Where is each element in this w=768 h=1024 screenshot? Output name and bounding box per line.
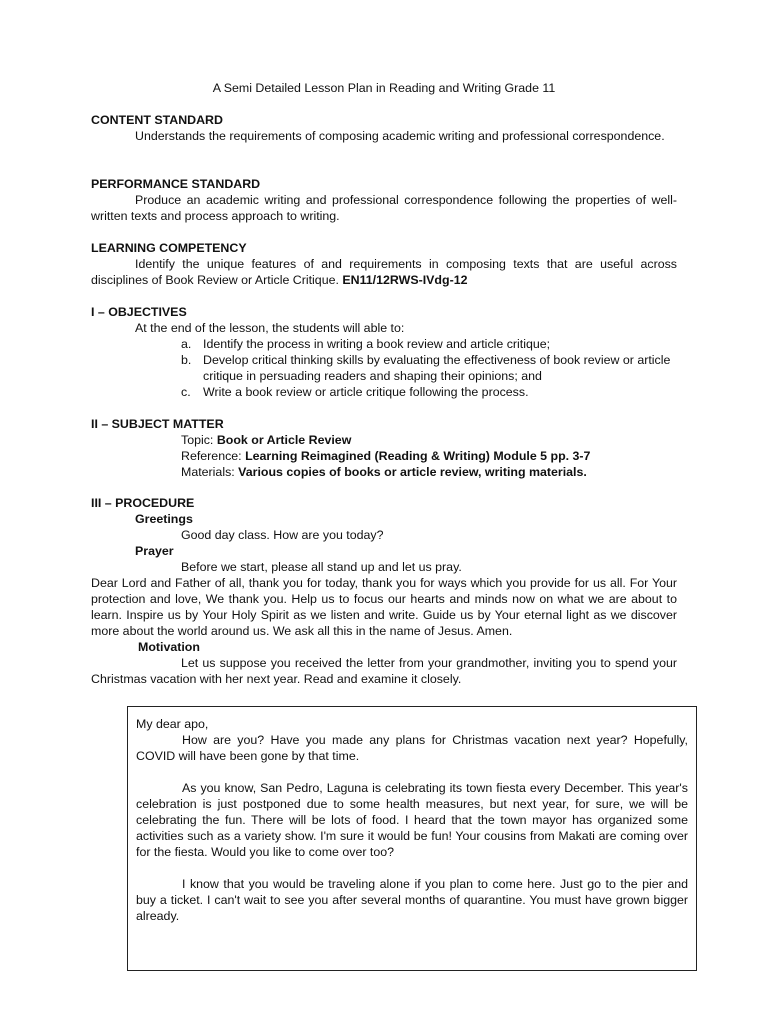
greetings-heading: Greetings (135, 512, 193, 526)
objective-item (91, 384, 677, 400)
letter-paragraph: How are you? Have you made any plans for Christmas vacation next year? Hopefully, COVID will have been gone by that time. (136, 733, 688, 763)
grandmother-letter-box (127, 706, 697, 971)
learning-competency-body: Identify the unique features of and requirements in composing texts that are useful across disciplines of Book Review or Article Critique. (91, 257, 677, 287)
performance-standard-text: Produce an academic writing and professional correspondence following the properties of well-written texts and process approach to writing. (91, 193, 677, 223)
objective-marker: b. (181, 353, 192, 367)
letter-paragraph: As you know, San Pedro, Laguna is celebrating its town fiesta every December. This year's celebration is just postponed due to some health measures, but next year, for sure, we will be celebrating the fun. There will be lots of food. I heard that the town mayor has organized some activities such as a variety show. I'm sure it would be fun! Your cousins from Makati are coming over for the fiesta. Would you like to come over too? (136, 781, 688, 859)
reference-value: Learning Reimagined (Reading & Writing) Module 5 pp. 3-7 (245, 449, 591, 463)
reference-label: Reference: (181, 449, 242, 463)
letter-paragraph: I know that you would be traveling alone if you plan to come here. Just go to the pier and buy a ticket. I can't wait to see you after several months of quarantine. You must have grown bigger already. (136, 877, 688, 923)
content-standard-heading: CONTENT STANDARD (91, 113, 223, 127)
learning-competency-heading: LEARNING COMPETENCY (91, 241, 247, 255)
performance-standard-heading: PERFORMANCE STANDARD (91, 177, 261, 191)
document-title: A Semi Detailed Lesson Plan in Reading and Writing Grade 11 (212, 81, 556, 95)
motivation-text: Let us suppose you received the letter from your grandmother, inviting you to spend your Christmas vacation with her next year. Read and examine it closely. (91, 656, 677, 686)
materials-label: Materials: (181, 465, 235, 479)
topic-line (91, 432, 677, 448)
content-standard-section (91, 112, 677, 144)
objective-marker: a. (181, 337, 192, 351)
objective-marker: c. (181, 385, 191, 399)
objective-item (91, 336, 677, 352)
learning-competency-section (91, 240, 677, 288)
topic-value: Book or Article Review (216, 433, 352, 447)
learning-competency-text (91, 256, 677, 288)
reference-line (91, 448, 677, 464)
objective-text: Identify the process in writing a book review and article critique; (203, 337, 551, 351)
subject-matter-section (91, 416, 677, 480)
objectives-heading: I – OBJECTIVES (91, 305, 187, 319)
materials-line (91, 464, 677, 480)
letter-salutation: My dear apo, (136, 717, 209, 731)
motivation-heading: Motivation (138, 640, 200, 654)
prayer-heading: Prayer (135, 544, 174, 558)
prayer-text: Dear Lord and Father of all, thank you for today, thank you for ways which you provide for us all. For Your protection and love, We thank you. Help us to focus our hearts and minds now on what we are about to learn. Inspire us by Your Holy Spirit as we listen and write. Guide us by Your eternal light as we discover more about the world around us. We ask all this in the name of Jesus. Amen. (91, 576, 677, 638)
objectives-intro: At the end of the lesson, the students will able to: (135, 321, 405, 335)
content-standard-text: Understands the requirements of composing academic writing and professional correspondence. (135, 129, 665, 143)
objective-text: Develop critical thinking skills by evaluating the effectiveness of book review or article critique in persuading readers and shaping their opinions; and (203, 353, 671, 383)
subject-matter-heading: II – SUBJECT MATTER (91, 417, 224, 431)
competency-code: EN11/12RWS-IVdg-12 (342, 273, 468, 287)
performance-standard-section (91, 176, 677, 224)
objective-item (91, 352, 677, 384)
materials-value: Various copies of books or article review, writing materials. (238, 465, 587, 479)
procedure-heading: III – PROCEDURE (91, 496, 195, 510)
topic-label: Topic: (181, 433, 214, 447)
greetings-text: Good day class. How are you today? (181, 528, 384, 542)
objectives-section (91, 304, 677, 400)
prayer-intro: Before we start, please all stand up and let us pray. (181, 560, 462, 574)
objective-text: Write a book review or article critique following the process. (203, 385, 529, 399)
procedure-section (91, 495, 677, 687)
